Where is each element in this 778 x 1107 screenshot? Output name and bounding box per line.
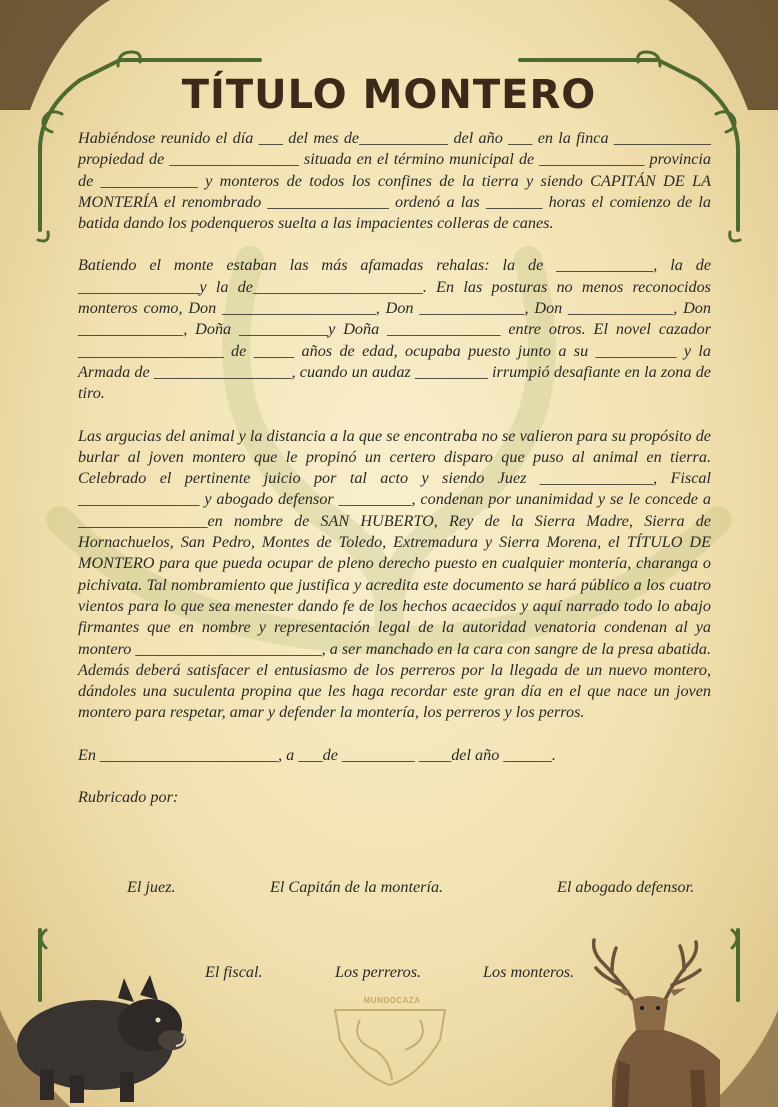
signature-prosecutor: El fiscal.	[205, 963, 263, 981]
paragraph-verdict: Las argucias del animal y la distancia a la que se encontraba no se valieron para su propósito de burlar al joven montero que le propinó un certero disparo que puso al animal en tierra. Celebrado el pertinente juicio por tal acto y siendo Juez ______________, Fiscal _______________ y abogado defensor _________, condenan por unanimidad y se le concede a ________________en nombre de SAN HUBERTO, Rey de la Sierra Madre, Sierra de Hornachuelos, San Pedro, Montes de Toledo, Extremadura y Sierra Morena, el TÍTULO DE MONTERO para que pueda ocupar de pleno derecho puesto en cualquier montería, charanga o pichivata. Tal nombramiento que justifica y acredita este documento se hará público a los cuatro vientos para lo que sea menester dando fe de los hechos acaecidos y aquí narrado todo lo abajo firmantes que en nombre y representación legal de la autoridad venatoria condenan al ya montero _______________________, a ser manchado en la cara con sangre de la presa abatida. Además deberá satisfacer el entusiasmo de los perreros por la llegada de un nuevo montero, dándoles una suculenta propina que les haga recordar este gran día en el que nace un joven montero para respetar, amar y defender la montería, los perreros y los perros.	[78, 426, 711, 722]
boar-illustration	[17, 975, 186, 1103]
signature-captain: El Capitán de la montería.	[270, 878, 444, 896]
brand-logo-text: MUNDOCAZA	[363, 996, 421, 1005]
paragraph-signed-by: Rubricado por:	[78, 788, 179, 807]
signature-defender: El abogado defensor.	[557, 878, 695, 896]
paragraph-place-date: En ______________________, a ___de _________ ____del año ______.	[78, 745, 556, 764]
page-title: TÍTULO MONTERO	[181, 72, 597, 118]
stag-illustration	[594, 940, 720, 1107]
signature-judge: El juez.	[127, 878, 176, 896]
certificate-body	[78, 128, 711, 829]
signature-hunters: Los monteros.	[483, 963, 575, 981]
paragraph-hunt: Batiendo el monte estaban las más afamadas rehalas: la de ____________, la de _______________y la de_____________________. En las posturas no menos reconocidos monteros como, Don ___________________, Don _____________, Don _____________, Don _____________, Doña ___________y Doña ______________ entre otros. El novel cazador __________________ de _____ años de edad, ocupaba puesto junto a su __________ y la Armada de _________________, cuando un audaz _________ irrumpió desafiante en la zona de tiro.	[78, 256, 711, 403]
paragraph-meeting: Habiéndose reunido el día ___ del mes de___________ del año ___ en la finca ____________ propiedad de ________________ situada en el término municipal de _____________ provincia de ____________ y monteros de todos los confines de la tierra y siendo CAPITÁN DE LA MONTERÍA el renombrado _______________ ordenó a las _______ horas el comienzo de la batida dando los podenqueros suelta a las impacientes colleras de canes.	[78, 129, 711, 233]
signature-dog-handlers: Los perreros.	[335, 963, 422, 981]
